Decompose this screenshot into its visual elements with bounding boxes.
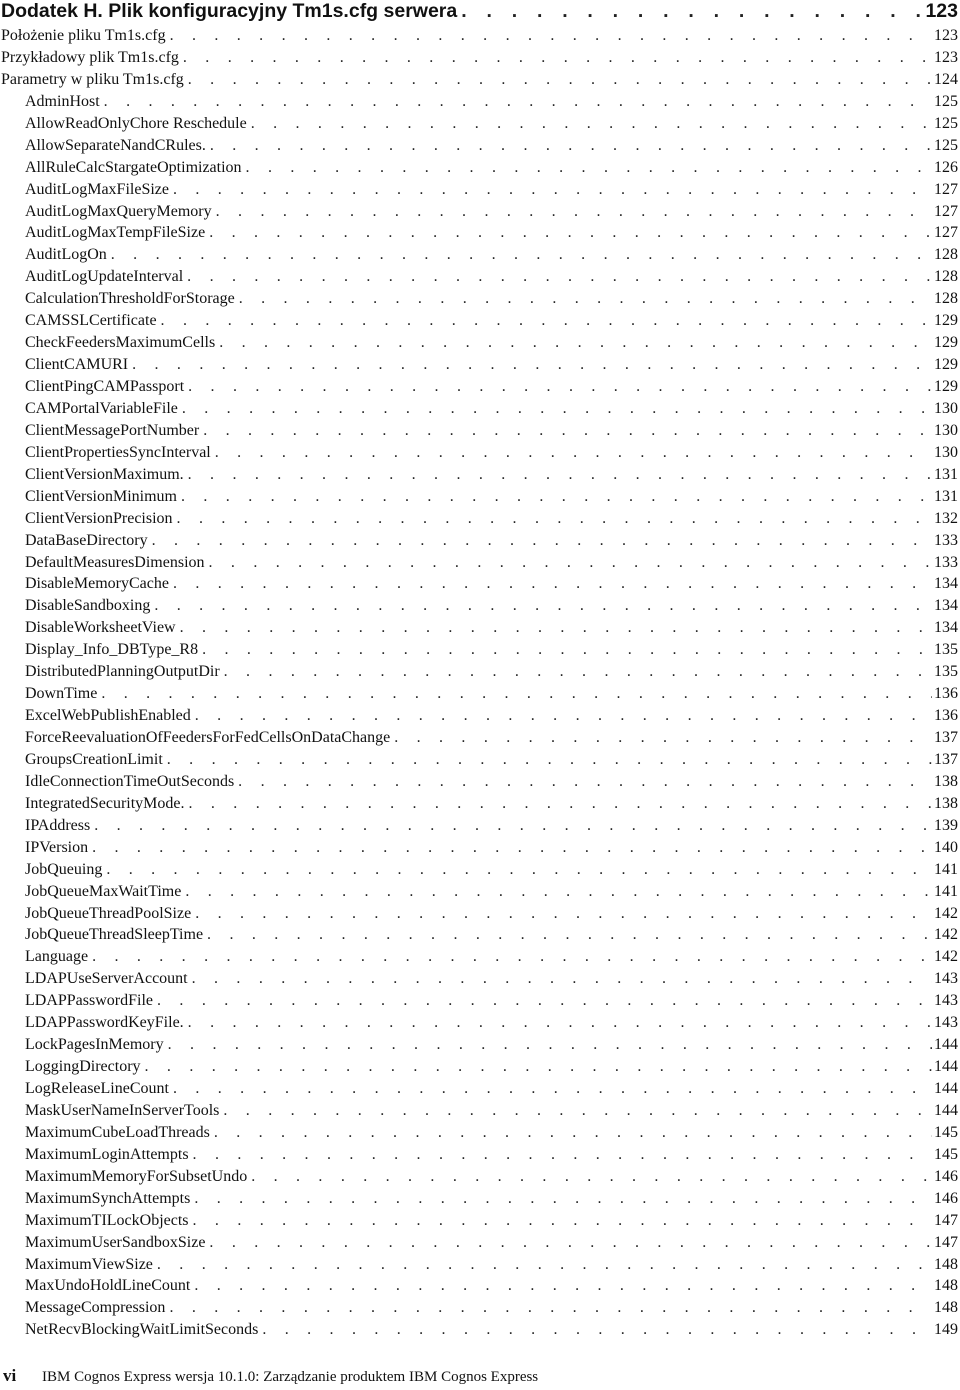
leader-dots	[169, 575, 932, 593]
toc-entry-label: MaximumTILockObjects	[25, 1211, 189, 1229]
toc-section-label: Przykładowy plik Tm1s.cfg	[1, 48, 179, 66]
leader-dots	[169, 1080, 932, 1098]
toc-entry[interactable]	[0, 926, 958, 948]
leader-dots	[203, 926, 932, 944]
toc-entry-page: 128	[934, 246, 958, 264]
toc-entry-label: DisableMemoryCache	[25, 575, 169, 593]
toc-entry-page: 149	[934, 1321, 958, 1339]
toc-heading-page: 123	[925, 0, 958, 22]
toc-entry[interactable]	[0, 707, 958, 729]
toc-entry[interactable]	[0, 1168, 958, 1190]
toc-entry[interactable]	[0, 641, 958, 663]
toc-entry[interactable]	[0, 575, 958, 597]
toc-entry-label: ClientCAMURI	[25, 356, 129, 374]
toc-entry-page: 128	[934, 290, 958, 308]
toc-entry[interactable]	[0, 1080, 958, 1102]
toc-entry[interactable]	[0, 1102, 958, 1124]
toc-entry-page: 138	[934, 772, 958, 790]
toc-entry-label: IPVersion	[25, 838, 89, 856]
leader-dots	[190, 1190, 932, 1208]
leader-dots	[191, 707, 932, 725]
toc-entry-page: 129	[934, 334, 958, 352]
toc-entry[interactable]	[0, 444, 958, 466]
toc-entries	[0, 93, 958, 1343]
leader-dots	[206, 137, 932, 155]
toc-entry[interactable]	[0, 685, 958, 707]
leader-dots	[184, 71, 932, 89]
toc-entry-page: 143	[934, 1014, 958, 1032]
toc-entry[interactable]	[0, 400, 958, 422]
toc-entry[interactable]	[0, 312, 958, 334]
toc-entry-label: DistributedPlanningOutputDir	[25, 663, 220, 681]
toc-entry-page: 136	[934, 707, 958, 725]
toc-entry-page: 126	[934, 158, 958, 176]
toc-entry-label: CAMPortalVariableFile	[25, 399, 178, 417]
toc-entry-label: JobQueueMaxWaitTime	[25, 882, 182, 900]
leader-dots	[205, 1234, 932, 1252]
toc-entry-label: AllRuleCalcStargateOptimization	[25, 158, 242, 176]
toc-entry[interactable]	[0, 224, 958, 246]
leader-dots	[178, 400, 932, 418]
toc-entry-page: 144	[934, 1101, 958, 1119]
toc-entry-label: IdleConnectionTimeOutSeconds	[25, 772, 235, 790]
leader-dots	[150, 597, 932, 615]
toc-section-page: 123	[934, 48, 958, 66]
toc-entry-page: 147	[934, 1233, 958, 1251]
toc-entry-page: 148	[934, 1277, 958, 1295]
leader-dots	[184, 1014, 932, 1032]
toc-entry[interactable]	[0, 597, 958, 619]
toc-entry-label: MaskUserNameInServerTools	[25, 1101, 220, 1119]
toc-entry-page: 141	[934, 882, 958, 900]
toc-entry[interactable]	[0, 1234, 958, 1256]
leader-dots	[234, 773, 932, 791]
leader-dots	[247, 1168, 932, 1186]
toc-entry-label: Display_Info_DBType_R8	[25, 641, 199, 659]
toc-section-label: Parametry w pliku Tm1s.cfg	[1, 70, 184, 88]
toc-entry[interactable]	[0, 554, 958, 576]
toc-entry-label: LockPagesInMemory	[25, 1036, 164, 1054]
leader-dots	[165, 1299, 932, 1317]
toc-entry-label: IPAddress	[25, 816, 91, 834]
toc-entry[interactable]	[0, 1190, 958, 1212]
toc-entry[interactable]	[0, 137, 958, 159]
leader-dots	[166, 27, 932, 45]
toc-entry-page: 128	[934, 268, 958, 286]
toc-entry-page: 142	[934, 926, 958, 944]
leader-dots	[205, 554, 932, 572]
toc-entry-label: CalculationThresholdForStorage	[25, 290, 235, 308]
toc-entry[interactable]	[0, 378, 958, 400]
toc-entry-page: 131	[934, 465, 958, 483]
toc-entry-label: MaximumMemoryForSubsetUndo	[25, 1167, 248, 1185]
toc-entry-page: 134	[934, 619, 958, 637]
toc-entry[interactable]	[0, 970, 958, 992]
toc-entry-page: 148	[934, 1299, 958, 1317]
toc-entry[interactable]	[0, 992, 958, 1014]
toc-entry-label: MaximumUserSandboxSize	[25, 1233, 206, 1251]
leader-dots	[190, 1277, 932, 1295]
toc-entry[interactable]	[0, 1058, 958, 1080]
toc-entry-page: 143	[934, 992, 958, 1010]
toc-entry[interactable]	[0, 948, 958, 970]
toc-entry-label: AllowSeparateNandCRules.	[25, 136, 206, 154]
toc-entry-label: NetRecvBlockingWaitLimitSeconds	[25, 1321, 259, 1339]
toc-entry[interactable]	[0, 532, 958, 554]
toc-entry-page: 129	[934, 378, 958, 395]
toc-entry[interactable]	[0, 619, 958, 641]
toc-entry-label: AuditLogMaxFileSize	[25, 180, 169, 198]
leader-dots	[198, 641, 932, 659]
toc-entry[interactable]	[0, 1146, 958, 1168]
toc-entry-label: JobQueuing	[25, 860, 103, 878]
toc-entry-page: 134	[934, 597, 958, 615]
toc-entry[interactable]	[0, 1256, 958, 1278]
toc-entry-page: 138	[934, 794, 958, 812]
toc-entry-page: 125	[934, 92, 958, 110]
toc-entry-label: LDAPPasswordKeyFile.	[25, 1014, 184, 1032]
toc-entry[interactable]	[0, 115, 958, 137]
toc-entry[interactable]	[0, 817, 958, 839]
toc-entry-label: MaxUndoHoldLineCount	[25, 1277, 191, 1295]
toc-entry-page: 142	[934, 904, 958, 922]
leader-dots	[205, 224, 932, 242]
toc-section[interactable]	[0, 71, 958, 93]
leader-dots	[148, 532, 932, 550]
toc-entry[interactable]	[0, 1277, 958, 1299]
footer-page-number: vi	[3, 1366, 17, 1385]
leader-dots	[184, 378, 932, 396]
toc-entry-label: DisableSandboxing	[25, 597, 151, 615]
toc-entry[interactable]	[0, 356, 958, 378]
toc-entry-page: 127	[934, 224, 958, 242]
leader-dots	[220, 663, 932, 681]
toc-entry-label: MaximumSynchAttempts	[25, 1189, 191, 1207]
leader-dots	[90, 817, 932, 835]
leader-dots	[100, 93, 932, 111]
leader-dots	[173, 510, 932, 528]
toc-entry[interactable]	[0, 663, 958, 685]
toc-entry-label: ClientVersionPrecision	[25, 509, 173, 527]
toc-section-page: 123	[934, 27, 958, 44]
leader-dots	[457, 0, 923, 23]
toc-entry-page: 139	[934, 816, 958, 834]
toc-entry[interactable]	[0, 334, 958, 356]
leader-dots	[179, 49, 932, 67]
toc-entry-page: 125	[934, 114, 958, 132]
leader-dots	[163, 751, 932, 769]
toc-entry[interactable]	[0, 839, 958, 861]
toc-entry-page: 133	[934, 531, 958, 549]
leader-dots	[219, 1102, 932, 1120]
toc-entry-page: 127	[934, 202, 958, 220]
toc-entry-label: ExcelWebPublishEnabled	[25, 707, 191, 725]
toc-entry-page: 127	[934, 180, 958, 198]
leader-dots	[107, 246, 932, 264]
toc-entry-label: GroupsCreationLimit	[25, 750, 163, 768]
toc-entry[interactable]	[0, 883, 958, 905]
toc-entry-label: AuditLogMaxQueryMemory	[25, 202, 212, 220]
leader-dots	[177, 488, 932, 506]
toc-entry-label: JobQueueThreadPoolSize	[25, 904, 192, 922]
toc-entry[interactable]	[0, 290, 958, 312]
leader-dots	[102, 861, 932, 879]
toc-entry[interactable]	[0, 773, 958, 795]
leader-dots	[189, 1212, 932, 1230]
toc-entry-label: ClientMessagePortNumber	[25, 421, 200, 439]
toc-entry[interactable]	[0, 422, 958, 444]
leader-dots	[164, 1036, 932, 1054]
toc-entry-label: MaximumViewSize	[25, 1255, 153, 1273]
toc-entry-page: 137	[934, 750, 958, 768]
toc-entry-label: AdminHost	[25, 92, 100, 110]
toc-entry-page: 144	[934, 1058, 958, 1076]
leader-dots	[390, 729, 932, 747]
leader-dots	[181, 883, 932, 901]
toc-entry[interactable]	[0, 159, 958, 181]
toc-entry[interactable]	[0, 729, 958, 751]
leader-dots	[141, 1058, 932, 1076]
toc-entry[interactable]	[0, 488, 958, 510]
leader-dots	[210, 1124, 932, 1142]
toc-entry-page: 148	[934, 1255, 958, 1273]
toc-entry-page: 135	[934, 641, 958, 659]
toc-entry-label: AllowReadOnlyChore Reschedule	[25, 114, 247, 132]
toc-entry[interactable]	[0, 510, 958, 532]
leader-dots	[128, 356, 932, 374]
toc-sections	[0, 27, 958, 93]
toc-entry-label: AuditLogUpdateInterval	[25, 268, 184, 286]
toc-entry[interactable]	[0, 1014, 958, 1036]
leader-dots	[199, 422, 932, 440]
leader-dots	[97, 685, 932, 703]
leader-dots	[189, 1146, 932, 1164]
toc-entry-page: 144	[934, 1036, 958, 1054]
toc-entry-page: 144	[934, 1080, 958, 1097]
toc-entry-label: DownTime	[25, 685, 98, 703]
toc-entry-page: 146	[934, 1167, 958, 1185]
toc-section-label: Położenie pliku Tm1s.cfg	[1, 27, 166, 44]
toc-entry-label: DefaultMeasuresDimension	[25, 553, 205, 571]
toc-entry[interactable]	[0, 905, 958, 927]
toc-entry-label: JobQueueThreadSleepTime	[25, 926, 204, 944]
toc-entry[interactable]	[0, 751, 958, 773]
toc-entry[interactable]	[0, 795, 958, 817]
toc-entry[interactable]	[0, 1299, 958, 1321]
toc-entry-page: 136	[934, 685, 958, 703]
page-footer	[3, 1366, 538, 1386]
toc-entry[interactable]	[0, 1124, 958, 1146]
toc-entry-label: IntegratedSecurityMode.	[25, 794, 185, 812]
leader-dots	[153, 1256, 932, 1274]
leader-dots	[157, 312, 932, 330]
leader-dots	[88, 839, 932, 857]
toc-entry-page: 125	[934, 136, 958, 154]
leader-dots	[188, 970, 932, 988]
toc-entry-label: DisableWorksheetView	[25, 619, 176, 637]
footer-text: IBM Cognos Express wersja 10.1.0: Zarządzanie produktem IBM Cognos Express	[41, 1369, 539, 1385]
toc-entry-page: 134	[934, 575, 958, 593]
toc-entry[interactable]	[0, 246, 958, 268]
toc-entry-label: DataBaseDirectory	[25, 531, 148, 549]
toc-entry-label: CAMSSLCertificate	[25, 312, 157, 330]
toc-entry-page: 142	[934, 948, 958, 966]
toc-entry-label: MessageCompression	[25, 1299, 166, 1317]
toc-entry-label: ForceReevaluationOfFeedersForFedCellsOnDataChange	[25, 729, 391, 746]
toc-entry-label: ClientPingCAMPassport	[25, 378, 185, 395]
toc-entry-label: CheckFeedersMaximumCells	[25, 334, 216, 352]
toc-entry-label: ClientPropertiesSyncInterval	[25, 443, 211, 461]
toc-heading[interactable]	[0, 0, 958, 27]
toc-entry-page: 130	[934, 399, 958, 417]
toc-entry-page: 140	[934, 838, 958, 856]
toc-entry-label: ClientVersionMinimum	[25, 487, 177, 505]
toc-entry-label: LoggingDirectory	[25, 1058, 141, 1076]
toc-entry-page: 129	[934, 312, 958, 330]
toc-entry[interactable]	[0, 181, 958, 203]
toc-entry-page: 135	[934, 663, 958, 681]
toc-entry-label: MaximumCubeLoadThreads	[25, 1123, 210, 1141]
leader-dots	[153, 992, 932, 1010]
toc-entry-page: 133	[934, 553, 958, 571]
toc-entry-label: LogReleaseLineCount	[25, 1080, 169, 1097]
toc-section-page: 124	[934, 70, 958, 88]
leader-dots	[176, 619, 932, 637]
toc-entry[interactable]	[0, 1036, 958, 1058]
toc-entry-page: 129	[934, 356, 958, 374]
toc-entry-page: 145	[934, 1145, 958, 1163]
toc-entry-page: 130	[934, 421, 958, 439]
leader-dots	[185, 795, 933, 813]
toc-entry-page: 131	[934, 487, 958, 505]
toc-entry-label: LDAPUseServerAccount	[25, 970, 188, 988]
leader-dots	[258, 1321, 932, 1339]
toc-entry-page: 130	[934, 443, 958, 461]
toc-entry-page: 147	[934, 1211, 958, 1229]
toc-entry[interactable]	[0, 1212, 958, 1234]
toc-entry-page: 132	[934, 509, 958, 527]
toc-entry-page: 146	[934, 1189, 958, 1207]
toc-entry[interactable]	[0, 861, 958, 883]
leader-dots	[169, 181, 932, 199]
leader-dots	[211, 444, 932, 462]
toc-heading-label: Dodatek H. Plik konfiguracyjny Tm1s.cfg serwera	[1, 0, 458, 22]
leader-dots	[215, 334, 932, 352]
leader-dots	[184, 466, 932, 484]
toc-entry-label: Language	[25, 948, 89, 966]
toc-entry-page: 141	[934, 860, 958, 878]
toc-entry-label: LDAPPasswordFile	[25, 992, 154, 1010]
toc-section[interactable]	[0, 49, 958, 71]
toc-entry-label: MaximumLoginAttempts	[25, 1145, 189, 1163]
leader-dots	[242, 159, 932, 177]
toc-entry-page: 143	[934, 970, 958, 988]
leader-dots	[88, 948, 932, 966]
toc-entry-label: AuditLogMaxTempFileSize	[25, 224, 206, 242]
toc-entry[interactable]	[0, 203, 958, 225]
leader-dots	[235, 290, 932, 308]
leader-dots	[183, 268, 932, 286]
toc-entry[interactable]	[0, 466, 958, 488]
toc-entry-label: AuditLogOn	[25, 246, 107, 264]
toc-entry-label: ClientVersionMaximum.	[25, 465, 184, 483]
toc-entry[interactable]	[0, 1321, 958, 1343]
leader-dots	[212, 203, 932, 221]
leader-dots	[247, 115, 932, 133]
toc-entry[interactable]	[0, 93, 958, 115]
toc-entry-page: 145	[934, 1123, 958, 1141]
toc-entry-page: 137	[934, 729, 958, 746]
toc-entry[interactable]	[0, 268, 958, 290]
toc-section[interactable]	[0, 27, 958, 49]
leader-dots	[191, 905, 932, 923]
